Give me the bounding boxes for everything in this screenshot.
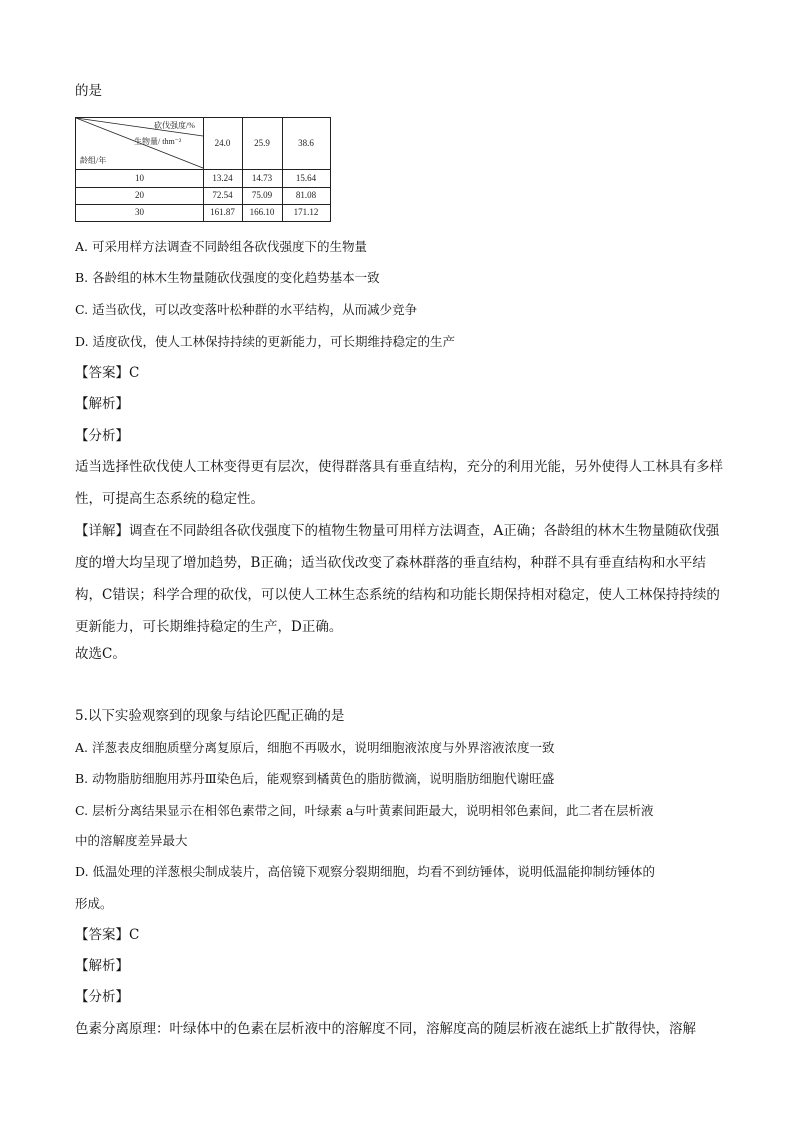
table-cell: 14.73 <box>251 173 273 183</box>
q5-option-b: B. 动物脂肪细胞用苏丹Ⅲ染色后，能观察到橘黄色的脂肪微滴，说明脂肪细胞代谢旺盛 <box>75 771 555 786</box>
row-age: 30 <box>135 207 144 217</box>
answer-label: 【答案】C <box>75 365 140 381</box>
col-header: 25.9 <box>254 138 270 148</box>
col-header: 38.6 <box>298 138 314 148</box>
q5-option-c-line2: 中的溶解度差异最大 <box>75 833 188 848</box>
table-cell: 161.87 <box>210 207 235 217</box>
option-c: C. 适当砍伐，可以改变落叶松种群的水平结构，从而减少竞争 <box>75 302 418 317</box>
q5-option-d-line1: D. 低温处理的洋葱根尖制成装片，高倍镜下观察分裂期细胞，均看不到纺锤体，说明低温能抑制纺锤体的 <box>75 864 656 879</box>
biomass-table <box>75 117 331 222</box>
q5-answer-label: 【答案】C <box>75 927 140 943</box>
header-biomass-label: 生物量/ thm⁻² <box>134 137 182 146</box>
q5-analysis-heading: 【解析】 <box>75 958 129 974</box>
question-5-stem: 5.以下实验观察到的现象与结论匹配正确的是 <box>75 708 345 724</box>
table-cell: 13.24 <box>212 173 233 183</box>
table-cell: 171.12 <box>293 207 319 217</box>
analysis-heading: 【解析】 <box>75 396 129 412</box>
option-b: B. 各龄组的林木生物量随砍伐强度的变化趋势基本一致 <box>75 270 380 285</box>
option-d: D. 适度砍伐，使人工林保持持续的更新能力，可长期维持稳定的生产 <box>75 334 456 349</box>
row-age: 20 <box>135 190 144 200</box>
q5-option-c-line1: C. 层析分离结果显示在相邻色素带之间，叶绿素 a与叶黄素间距最大，说明相邻色素间，此二者在层析液 <box>75 803 654 818</box>
fenxi-heading: 【分析】 <box>75 428 129 444</box>
table-cell: 72.54 <box>212 190 233 200</box>
col-header: 24.0 <box>214 138 231 148</box>
row-age: 10 <box>135 173 144 183</box>
q5-option-a: A. 洋葱表皮细胞质壁分离复原后，细胞不再吸水，说明细胞液浓度与外界溶液浓度一致 <box>75 740 555 755</box>
header-intensity-label: 砍伐强度/% <box>154 121 195 130</box>
table-cell: 15.64 <box>295 173 317 183</box>
conclusion: 故选C。 <box>75 646 126 662</box>
question-stem-fragment: 的是 <box>75 83 102 99</box>
fenxi-paragraph: 适当选择性砍伐使人工林变得更有层次，使得群落具有垂直结构，充分的利用光能，另外使得人工林具有多样性，可提高生态系统的稳定性。 <box>75 459 723 507</box>
header-age-label: 龄组/年 <box>80 156 107 165</box>
q5-fenxi-heading: 【分析】 <box>75 989 129 1005</box>
option-a: A. 可采用样方法调查不同龄组各砍伐强度下的生物量 <box>75 239 367 254</box>
q5-fenxi-text: 色素分离原理：叶绿体中的色素在层析液中的溶解度不同，溶解度高的随层析液在滤纸上扩散得快，溶解 <box>75 1021 696 1037</box>
table-cell: 166.10 <box>249 207 275 217</box>
table-cell: 75.09 <box>251 190 273 200</box>
q5-option-d-line2: 形成。 <box>75 896 113 911</box>
detail-paragraph: 【详解】调查在不同龄组各砍伐强度下的植物生物量可用样方法调查，A正确；各龄组的林木生物量随砍伐强度的增大均呈现了增加趋势，B正确；适当砍伐改变了森林群落的垂直结构，种群不具有垂直结构和水平结构，C错误；科学合理的砍伐，可以使人工林生态系统的结构和功能长期保持相对稳定，使人工林保持持续的更新能力，可长期维持稳定的生产，D正确。 <box>75 523 720 635</box>
table-cell: 81.08 <box>295 190 317 200</box>
